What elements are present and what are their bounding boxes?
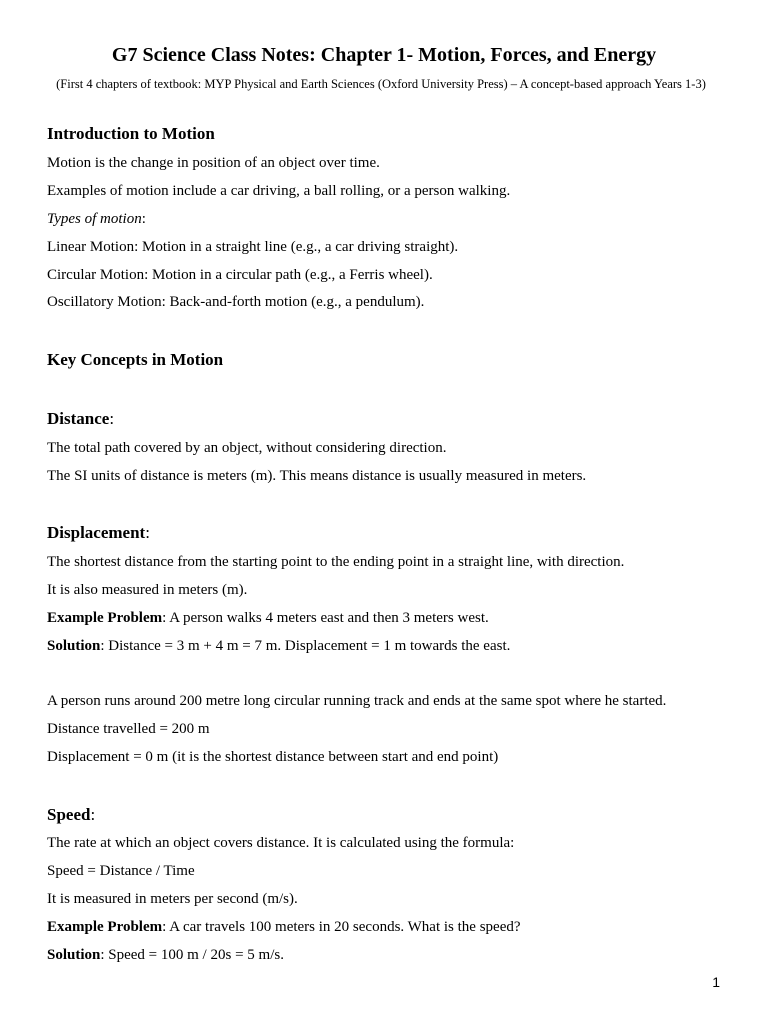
page-number: 1 <box>712 974 720 990</box>
intro-definition: Motion is the change in position of an object over time. <box>47 155 380 171</box>
speed-example-label: Example Problem <box>47 919 163 935</box>
speed-definition: The rate at which an object covers distance. It is calculated using the formula: <box>47 835 515 851</box>
distance-definition: The total path covered by an object, without considering direction. <box>47 440 447 456</box>
types-of-motion-line <box>47 209 146 229</box>
speed-example <box>47 917 521 937</box>
circular-motion-line: Circular Motion: Motion in a circular path (e.g., a Ferris wheel). <box>47 267 433 283</box>
track-displacement: Displacement = 0 m (it is the shortest distance between start and end point) <box>47 749 499 765</box>
solution-label: Solution <box>47 638 101 654</box>
heading-distance <box>47 408 114 430</box>
speed-formula: Speed = Distance / Time <box>47 863 195 879</box>
intro-examples: Examples of motion include a car driving, a ball rolling, or a person walking. <box>47 183 511 199</box>
speed-solution-text: : Speed = 100 m / 20s = 5 m/s. <box>100 947 284 963</box>
document-subtitle: (First 4 chapters of textbook: MYP Physical and Earth Sciences (Oxford University Press) – A concept-based approach Years 1-3) <box>56 77 706 91</box>
displacement-heading-text: Displacement <box>47 523 146 542</box>
speed-solution-label: Solution <box>47 947 101 963</box>
example-problem-text: : A person walks 4 meters east and then 3 meters west. <box>162 610 489 626</box>
solution-text: : Distance = 3 m + 4 m = 7 m. Displacement = 1 m towards the east. <box>100 638 511 654</box>
track-distance: Distance travelled = 200 m <box>47 721 210 737</box>
speed-units: It is measured in meters per second (m/s). <box>47 891 298 907</box>
displacement-units: It is also measured in meters (m). <box>47 582 248 598</box>
example-problem-label: Example Problem <box>47 610 163 626</box>
displacement-heading-colon: : <box>145 523 150 542</box>
displacement-solution <box>47 636 510 656</box>
distance-heading-colon: : <box>109 409 115 428</box>
heading-key-concepts: Key Concepts in Motion <box>47 350 224 369</box>
displacement-definition: The shortest distance from the starting point to the ending point in a straight line, with direction. <box>47 554 625 570</box>
distance-heading-text: Distance <box>47 409 110 428</box>
heading-speed <box>47 804 95 826</box>
heading-introduction: Introduction to Motion <box>47 124 215 143</box>
oscillatory-motion-line: Oscillatory Motion: Back-and-forth motion (e.g., a pendulum). <box>47 294 425 310</box>
speed-heading-colon: : <box>90 805 96 824</box>
types-of-motion-label: Types of motion <box>47 211 142 227</box>
types-of-motion-colon: : <box>141 211 146 227</box>
linear-motion-line: Linear Motion: Motion in a straight line (e.g., a car driving straight). <box>47 239 459 255</box>
speed-heading-text: Speed <box>47 805 91 824</box>
distance-units: The SI units of distance is meters (m). This means distance is usually measured in meters. <box>47 468 587 484</box>
speed-solution <box>47 945 284 965</box>
heading-displacement <box>47 522 150 544</box>
speed-example-text: : A car travels 100 meters in 20 seconds. What is the speed? <box>162 919 521 935</box>
document-title: G7 Science Class Notes: Chapter 1- Motion, Forces, and Energy <box>111 44 657 66</box>
displacement-example <box>47 608 489 628</box>
track-problem: A person runs around 200 metre long circular running track and ends at the same spot where he started. <box>47 693 667 709</box>
